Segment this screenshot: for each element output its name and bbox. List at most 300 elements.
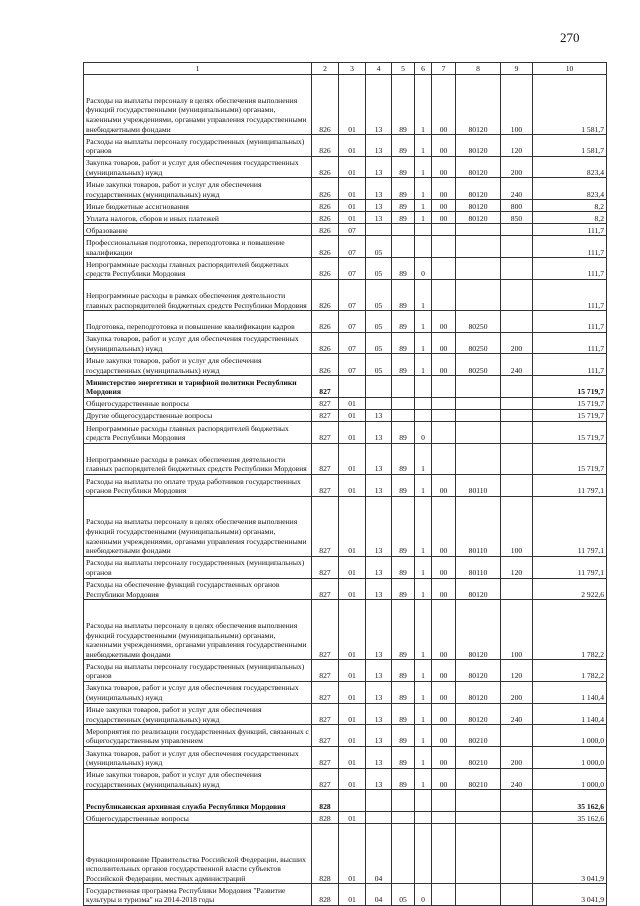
program-cell: 89 <box>392 703 415 725</box>
expense-type-cell: 240 <box>501 354 533 376</box>
section-cell: 01 <box>339 768 366 790</box>
table-row <box>84 236 607 258</box>
amount-cell: 15 719,7 <box>533 376 607 398</box>
table-row <box>84 790 607 812</box>
direction-cell <box>456 790 501 812</box>
table-row <box>84 354 607 376</box>
expense-type-cell <box>501 258 533 280</box>
subsection-cell: 13 <box>366 443 392 474</box>
table-row <box>84 578 607 600</box>
expense-type-cell <box>501 578 533 600</box>
table-row <box>84 556 607 578</box>
admin-code-cell: 826 <box>312 311 339 333</box>
row-name-cell: Функционирование Правительства Российской Федерации, высших исполнительных органов государственной власти субъектов Российской Федерации, местных администраций <box>84 824 312 884</box>
main-event-cell <box>432 258 456 280</box>
program-cell <box>392 397 415 409</box>
program-cell: 89 <box>392 75 415 135</box>
header-cell: 7 <box>432 63 456 75</box>
program-cell: 89 <box>392 311 415 333</box>
section-cell: 01 <box>339 660 366 682</box>
header-cell: 9 <box>501 63 533 75</box>
subsection-cell: 13 <box>366 475 392 497</box>
program-cell: 89 <box>392 178 415 200</box>
amount-cell: 35 162,6 <box>533 812 607 824</box>
subsection-cell: 04 <box>366 884 392 906</box>
direction-cell <box>456 824 501 884</box>
section-cell: 01 <box>339 156 366 178</box>
header-cell: 1 <box>84 63 312 75</box>
row-name-cell: Иные закупки товаров, работ и услуг для обеспечения государственных (муниципальных) нужд <box>84 354 312 376</box>
program-cell: 89 <box>392 725 415 747</box>
subsection-cell: 05 <box>366 279 392 310</box>
admin-code-cell: 826 <box>312 156 339 178</box>
program-cell: 89 <box>392 135 415 157</box>
admin-code-cell: 827 <box>312 725 339 747</box>
row-name-cell: Закупка товаров, работ и услуг для обеспечения государственных (муниципальных) нужд <box>84 747 312 769</box>
main-event-cell: 00 <box>432 475 456 497</box>
row-name-cell: Иные закупки товаров, работ и услуг для обеспечения государственных (муниципальных) нужд <box>84 178 312 200</box>
section-cell: 01 <box>339 600 366 660</box>
subsection-cell: 13 <box>366 422 392 444</box>
row-name-cell: Закупка товаров, работ и услуг для обеспечения государственных (муниципальных) нужд <box>84 156 312 178</box>
admin-code-cell: 827 <box>312 496 339 556</box>
section-cell: 07 <box>339 354 366 376</box>
amount-cell: 2 922,6 <box>533 578 607 600</box>
main-event-cell: 00 <box>432 212 456 224</box>
subsection-cell: 13 <box>366 496 392 556</box>
program-cell: 89 <box>392 156 415 178</box>
table-row <box>84 600 607 660</box>
expense-type-cell: 120 <box>501 660 533 682</box>
program-cell <box>392 409 415 421</box>
table-row <box>84 224 607 236</box>
row-name-cell: Расходы на выплаты персоналу государственных (муниципальных) органов <box>84 556 312 578</box>
direction-cell: 80120 <box>456 75 501 135</box>
expense-type-cell <box>501 397 533 409</box>
subsection-cell <box>366 376 392 398</box>
amount-cell: 1 140,4 <box>533 681 607 703</box>
subsection-cell: 05 <box>366 354 392 376</box>
subsection-cell: 13 <box>366 600 392 660</box>
amount-cell: 1 000,0 <box>533 768 607 790</box>
direction-cell: 80120 <box>456 200 501 212</box>
section-cell: 01 <box>339 200 366 212</box>
table-row <box>84 75 607 135</box>
admin-code-cell: 826 <box>312 332 339 354</box>
direction-cell: 80250 <box>456 311 501 333</box>
program-cell: 89 <box>392 681 415 703</box>
amount-cell: 823,4 <box>533 156 607 178</box>
amount-cell: 111,7 <box>533 258 607 280</box>
table-row <box>84 681 607 703</box>
table-row <box>84 422 607 444</box>
table-row <box>84 156 607 178</box>
amount-cell: 15 719,7 <box>533 422 607 444</box>
subprogram-cell <box>415 376 432 398</box>
direction-cell <box>456 397 501 409</box>
table-row <box>84 496 607 556</box>
section-cell: 01 <box>339 212 366 224</box>
direction-cell: 80110 <box>456 556 501 578</box>
subsection-cell: 05 <box>366 332 392 354</box>
amount-cell: 8,2 <box>533 200 607 212</box>
expense-type-cell <box>501 884 533 906</box>
subprogram-cell: 1 <box>415 200 432 212</box>
table-row <box>84 311 607 333</box>
admin-code-cell: 826 <box>312 258 339 280</box>
table-row <box>84 812 607 824</box>
row-name-cell: Общегосударственные вопросы <box>84 397 312 409</box>
amount-cell: 15 719,7 <box>533 397 607 409</box>
program-cell: 89 <box>392 354 415 376</box>
expense-type-cell <box>501 311 533 333</box>
program-cell: 89 <box>392 422 415 444</box>
section-cell: 01 <box>339 556 366 578</box>
admin-code-cell: 826 <box>312 75 339 135</box>
program-cell <box>392 224 415 236</box>
amount-cell: 15 719,7 <box>533 409 607 421</box>
program-cell <box>392 790 415 812</box>
subprogram-cell: 1 <box>415 279 432 310</box>
main-event-cell <box>432 224 456 236</box>
admin-code-cell: 827 <box>312 768 339 790</box>
subprogram-cell: 1 <box>415 578 432 600</box>
subsection-cell: 13 <box>366 660 392 682</box>
header-cell: 10 <box>533 63 607 75</box>
section-cell: 01 <box>339 409 366 421</box>
expense-type-cell: 240 <box>501 178 533 200</box>
direction-cell: 80120 <box>456 660 501 682</box>
subprogram-cell: 1 <box>415 443 432 474</box>
admin-code-cell: 827 <box>312 397 339 409</box>
table-row <box>84 279 607 310</box>
table-row <box>84 443 607 474</box>
main-event-cell: 00 <box>432 200 456 212</box>
admin-code-cell: 827 <box>312 422 339 444</box>
main-event-cell: 00 <box>432 681 456 703</box>
amount-cell: 3 041,9 <box>533 824 607 884</box>
expense-type-cell: 200 <box>501 156 533 178</box>
main-event-cell: 00 <box>432 311 456 333</box>
direction-cell: 80210 <box>456 725 501 747</box>
main-event-cell <box>432 790 456 812</box>
table-row <box>84 397 607 409</box>
admin-code-cell: 826 <box>312 354 339 376</box>
admin-code-cell: 827 <box>312 443 339 474</box>
amount-cell: 111,7 <box>533 236 607 258</box>
admin-code-cell: 826 <box>312 212 339 224</box>
amount-cell: 35 162,6 <box>533 790 607 812</box>
section-cell: 01 <box>339 135 366 157</box>
program-cell: 89 <box>392 475 415 497</box>
expense-type-cell <box>501 279 533 310</box>
direction-cell: 80120 <box>456 681 501 703</box>
expense-type-cell: 200 <box>501 681 533 703</box>
admin-code-cell: 827 <box>312 747 339 769</box>
row-name-cell: Республиканская архивная служба Республики Мордовия <box>84 790 312 812</box>
table-row <box>84 258 607 280</box>
table-row <box>84 332 607 354</box>
subprogram-cell <box>415 409 432 421</box>
admin-code-cell: 827 <box>312 475 339 497</box>
table-row <box>84 212 607 224</box>
admin-code-cell: 827 <box>312 660 339 682</box>
subprogram-cell <box>415 397 432 409</box>
subprogram-cell: 1 <box>415 725 432 747</box>
direction-cell <box>456 258 501 280</box>
program-cell: 89 <box>392 747 415 769</box>
direction-cell <box>456 884 501 906</box>
direction-cell <box>456 409 501 421</box>
expense-type-cell <box>501 824 533 884</box>
subsection-cell: 13 <box>366 212 392 224</box>
direction-cell: 80210 <box>456 747 501 769</box>
table-row <box>84 409 607 421</box>
subprogram-cell: 1 <box>415 768 432 790</box>
expense-type-cell: 850 <box>501 212 533 224</box>
expense-type-cell: 200 <box>501 332 533 354</box>
program-cell: 89 <box>392 556 415 578</box>
table-body <box>84 75 607 906</box>
subprogram-cell: 1 <box>415 332 432 354</box>
main-event-cell: 00 <box>432 768 456 790</box>
subsection-cell: 05 <box>366 311 392 333</box>
direction-cell: 80250 <box>456 332 501 354</box>
program-cell: 89 <box>392 768 415 790</box>
subprogram-cell: 1 <box>415 212 432 224</box>
table-row <box>84 135 607 157</box>
amount-cell: 3 041,9 <box>533 884 607 906</box>
program-cell: 89 <box>392 332 415 354</box>
section-cell: 01 <box>339 725 366 747</box>
direction-cell <box>456 812 501 824</box>
amount-cell: 15 719,7 <box>533 443 607 474</box>
subsection-cell: 13 <box>366 409 392 421</box>
admin-code-cell: 828 <box>312 884 339 906</box>
header-cell: 2 <box>312 63 339 75</box>
direction-cell: 80120 <box>456 178 501 200</box>
section-cell: 01 <box>339 578 366 600</box>
row-name-cell: Непрограммные расходы главных распорядителей бюджетных средств Республики Мордовия <box>84 258 312 280</box>
table-row <box>84 747 607 769</box>
subsection-cell: 13 <box>366 200 392 212</box>
subprogram-cell: 1 <box>415 354 432 376</box>
section-cell: 07 <box>339 236 366 258</box>
main-event-cell: 00 <box>432 178 456 200</box>
table-row <box>84 884 607 906</box>
expense-type-cell: 120 <box>501 556 533 578</box>
subsection-cell: 13 <box>366 725 392 747</box>
direction-cell: 80110 <box>456 496 501 556</box>
amount-cell: 1 581,7 <box>533 135 607 157</box>
direction-cell <box>456 236 501 258</box>
subprogram-cell: 1 <box>415 681 432 703</box>
row-name-cell: Уплата налогов, сборов и иных платежей <box>84 212 312 224</box>
admin-code-cell: 826 <box>312 279 339 310</box>
row-name-cell: Образование <box>84 224 312 236</box>
main-event-cell: 00 <box>432 660 456 682</box>
admin-code-cell: 827 <box>312 376 339 398</box>
header-cell: 6 <box>415 63 432 75</box>
subsection-cell: 13 <box>366 178 392 200</box>
amount-cell: 1 000,0 <box>533 747 607 769</box>
subprogram-cell: 0 <box>415 884 432 906</box>
expense-type-cell: 100 <box>501 600 533 660</box>
main-event-cell: 00 <box>432 600 456 660</box>
admin-code-cell: 826 <box>312 178 339 200</box>
subprogram-cell: 1 <box>415 178 432 200</box>
subprogram-cell: 1 <box>415 660 432 682</box>
main-event-cell: 00 <box>432 156 456 178</box>
subprogram-cell: 1 <box>415 75 432 135</box>
table-row <box>84 703 607 725</box>
section-cell: 01 <box>339 443 366 474</box>
amount-cell: 11 797,1 <box>533 496 607 556</box>
subsection-cell: 13 <box>366 768 392 790</box>
subsection-cell: 13 <box>366 681 392 703</box>
program-cell: 89 <box>392 212 415 224</box>
direction-cell: 80120 <box>456 135 501 157</box>
admin-code-cell: 826 <box>312 224 339 236</box>
subsection-cell: 13 <box>366 135 392 157</box>
section-cell: 01 <box>339 422 366 444</box>
table-row <box>84 725 607 747</box>
section-cell: 01 <box>339 397 366 409</box>
program-cell: 89 <box>392 258 415 280</box>
expense-type-cell <box>501 224 533 236</box>
subprogram-cell <box>415 790 432 812</box>
amount-cell: 1 782,2 <box>533 600 607 660</box>
admin-code-cell: 827 <box>312 600 339 660</box>
main-event-cell <box>432 397 456 409</box>
main-event-cell: 00 <box>432 75 456 135</box>
header-row <box>84 63 607 75</box>
row-name-cell: Государственная программа Республики Мордовия "Развитие культуры и туризма" на 2014-2018 годы <box>84 884 312 906</box>
row-name-cell: Иные закупки товаров, работ и услуг для обеспечения государственных (муниципальных) нужд <box>84 768 312 790</box>
amount-cell: 1 000,0 <box>533 725 607 747</box>
admin-code-cell: 827 <box>312 681 339 703</box>
admin-code-cell: 828 <box>312 824 339 884</box>
subsection-cell: 13 <box>366 747 392 769</box>
subprogram-cell <box>415 824 432 884</box>
subsection-cell <box>366 812 392 824</box>
subsection-cell: 13 <box>366 556 392 578</box>
section-cell <box>339 376 366 398</box>
amount-cell: 11 797,1 <box>533 475 607 497</box>
row-name-cell: Иные бюджетные ассигнования <box>84 200 312 212</box>
direction-cell: 80110 <box>456 475 501 497</box>
amount-cell: 111,7 <box>533 332 607 354</box>
table-row <box>84 768 607 790</box>
admin-code-cell: 826 <box>312 135 339 157</box>
row-name-cell: Закупка товаров, работ и услуг для обеспечения государственных (муниципальных) нужд <box>84 681 312 703</box>
header-cell: 4 <box>366 63 392 75</box>
main-event-cell <box>432 236 456 258</box>
section-cell: 07 <box>339 311 366 333</box>
main-event-cell <box>432 824 456 884</box>
amount-cell: 823,4 <box>533 178 607 200</box>
section-cell: 01 <box>339 178 366 200</box>
row-name-cell: Общегосударственные вопросы <box>84 812 312 824</box>
expense-type-cell <box>501 409 533 421</box>
table-row <box>84 200 607 212</box>
expense-type-cell: 240 <box>501 768 533 790</box>
direction-cell <box>456 279 501 310</box>
subsection-cell: 05 <box>366 258 392 280</box>
admin-code-cell: 828 <box>312 790 339 812</box>
amount-cell: 1 782,2 <box>533 660 607 682</box>
subprogram-cell: 0 <box>415 422 432 444</box>
expense-type-cell: 240 <box>501 703 533 725</box>
table-row <box>84 178 607 200</box>
row-name-cell: Министерство энергетики и тарифной политики Республики Мордовия <box>84 376 312 398</box>
section-cell: 01 <box>339 824 366 884</box>
row-name-cell: Иные закупки товаров, работ и услуг для обеспечения государственных (муниципальных) нужд <box>84 703 312 725</box>
main-event-cell <box>432 884 456 906</box>
row-name-cell: Другие общегосударственные вопросы <box>84 409 312 421</box>
program-cell: 89 <box>392 496 415 556</box>
main-event-cell: 00 <box>432 725 456 747</box>
direction-cell: 80120 <box>456 578 501 600</box>
expense-type-cell: 800 <box>501 200 533 212</box>
row-name-cell: Расходы на выплаты персоналу в целях обеспечения выполнения функций государственными (муниципальными) органами, казенными учреждениями, органами управления государственными внебюджетными фондами <box>84 600 312 660</box>
subsection-cell: 13 <box>366 703 392 725</box>
row-name-cell: Непрограммные расходы главных распорядителей бюджетных средств Республики Мордовия <box>84 422 312 444</box>
program-cell: 05 <box>392 884 415 906</box>
section-cell: 01 <box>339 747 366 769</box>
row-name-cell: Непрограммные расходы в рамках обеспечения деятельности главных распорядителей бюджетных средств Республики Мордовия <box>84 443 312 474</box>
admin-code-cell: 827 <box>312 556 339 578</box>
program-cell: 89 <box>392 578 415 600</box>
table-row <box>84 376 607 398</box>
row-name-cell: Профессиональная подготовка, переподготовка и повышение квалификации <box>84 236 312 258</box>
header-cell: 3 <box>339 63 366 75</box>
row-name-cell: Расходы на выплаты персоналу в целях обеспечения выполнения функций государственными (муниципальными) органами, казенными учреждениями, органами управления государственными внебюджетными фондами <box>84 496 312 556</box>
main-event-cell <box>432 812 456 824</box>
subprogram-cell: 1 <box>415 747 432 769</box>
main-event-cell: 00 <box>432 578 456 600</box>
program-cell: 89 <box>392 600 415 660</box>
section-cell: 01 <box>339 496 366 556</box>
main-event-cell: 00 <box>432 556 456 578</box>
direction-cell <box>456 376 501 398</box>
main-event-cell <box>432 376 456 398</box>
expense-type-cell: 100 <box>501 75 533 135</box>
direction-cell: 80120 <box>456 703 501 725</box>
section-cell: 01 <box>339 75 366 135</box>
subprogram-cell: 1 <box>415 556 432 578</box>
expense-type-cell <box>501 790 533 812</box>
subsection-cell <box>366 790 392 812</box>
row-name-cell: Расходы на выплаты персоналу в целях обеспечения выполнения функций государственными (муниципальными) органами, казенными учреждениями, органами управления государственными внебюджетными фондами <box>84 75 312 135</box>
subprogram-cell <box>415 224 432 236</box>
subprogram-cell: 1 <box>415 311 432 333</box>
subsection-cell: 13 <box>366 578 392 600</box>
main-event-cell: 00 <box>432 135 456 157</box>
amount-cell: 111,7 <box>533 224 607 236</box>
main-event-cell: 00 <box>432 354 456 376</box>
section-cell: 07 <box>339 258 366 280</box>
expense-type-cell <box>501 443 533 474</box>
expense-type-cell: 200 <box>501 747 533 769</box>
expense-type-cell <box>501 725 533 747</box>
subprogram-cell: 1 <box>415 703 432 725</box>
budget-table <box>83 62 607 906</box>
row-name-cell: Расходы на выплаты персоналу государственных (муниципальных) органов <box>84 660 312 682</box>
section-cell: 01 <box>339 475 366 497</box>
subsection-cell <box>366 224 392 236</box>
subprogram-cell: 1 <box>415 600 432 660</box>
